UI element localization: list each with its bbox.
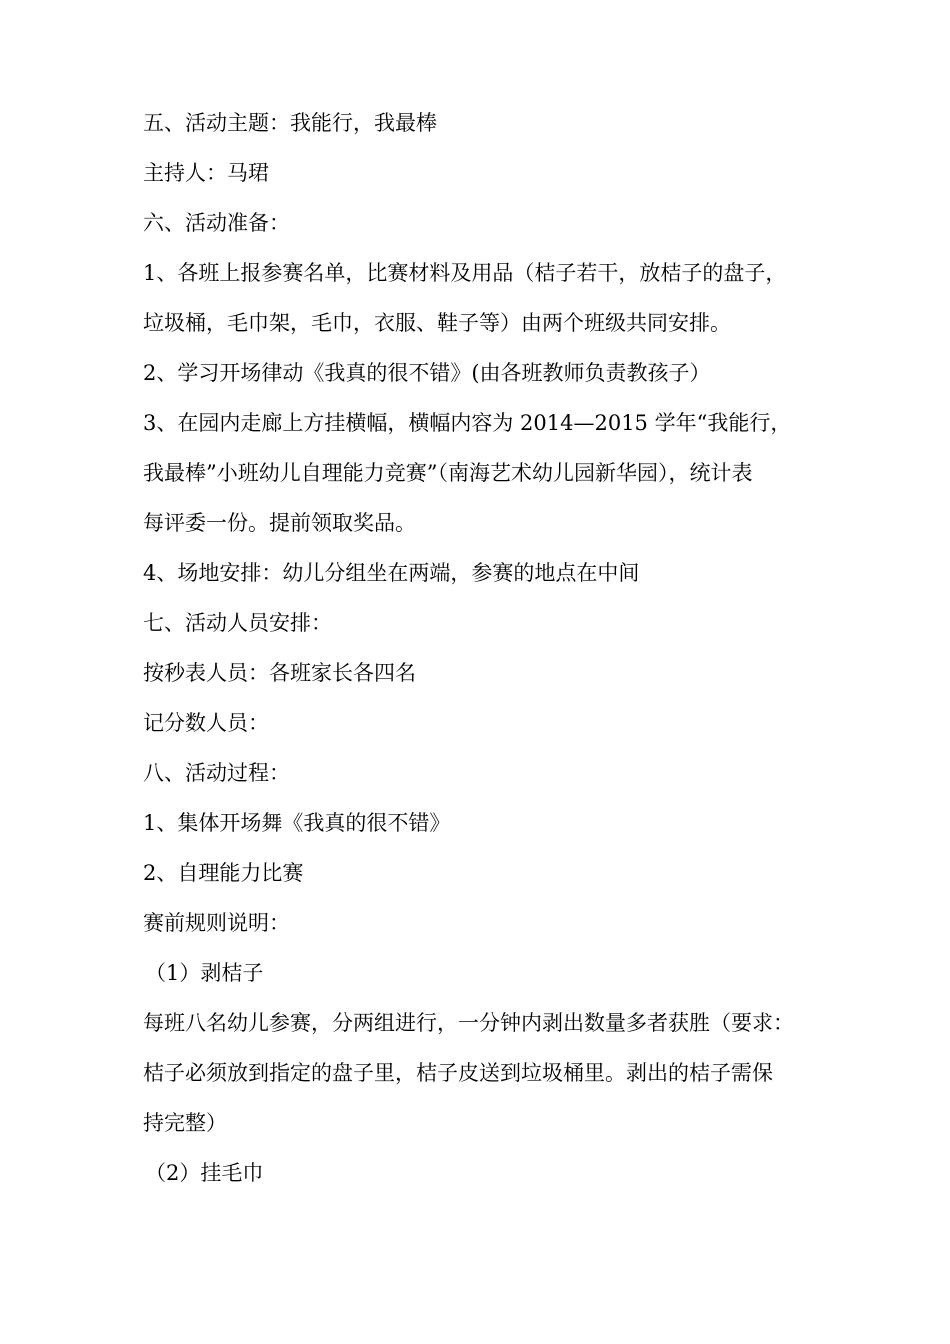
process-item-2: 2、自理能力比赛 <box>143 861 304 885</box>
section-heading-preparation: 六、活动准备： <box>143 211 290 235</box>
preparation-item-3-cont-2: 每评委一份。提前领取奖品。 <box>143 511 416 535</box>
section-heading-theme: 五、活动主题：我能行，我最棒 <box>143 111 437 135</box>
preparation-item-3: 3、在园内走廊上方挂横幅，横幅内容为 2014—2015 学年“我能行， <box>143 411 792 435</box>
document-body <box>143 98 823 1198</box>
rule-1-text-cont: 桔子必须放到指定的盘子里，桔子皮送到垃圾桶里。剥出的桔子需保 <box>143 1061 773 1085</box>
preparation-item-3-cont: 我最棒”小班幼儿自理能力竞赛”（南海艺术幼儿园新华园），统计表 <box>143 461 753 485</box>
preparation-item-4: 4、场地安排：幼儿分组坐在两端，参赛的地点在中间 <box>143 561 640 585</box>
rule-1-text-cont-2: 持完整） <box>143 1111 227 1135</box>
rule-1-text: 每班八名幼儿参赛，分两组进行，一分钟内剥出数量多者获胜（要求： <box>143 1011 794 1035</box>
preparation-item-1-cont: 垃圾桶，毛巾架，毛巾，衣服、鞋子等）由两个班级共同安排。 <box>143 311 731 335</box>
section-heading-process: 八、活动过程： <box>143 761 290 785</box>
staff-scorers: 记分数人员： <box>143 711 269 735</box>
preparation-item-2: 2、学习开场律动《我真的很不错》(由各班教师负责教孩子） <box>143 361 711 385</box>
process-item-1: 1、集体开场舞《我真的很不错》 <box>143 811 451 835</box>
section-heading-staff: 七、活动人员安排： <box>143 611 332 635</box>
rules-heading: 赛前规则说明： <box>143 911 290 935</box>
rule-1-title: （1）剥桔子 <box>145 961 264 985</box>
rule-2-title: （2）挂毛巾 <box>145 1161 264 1185</box>
staff-timers: 按秒表人员：各班家长各四名 <box>143 661 416 685</box>
host-line: 主持人：马珺 <box>143 161 269 185</box>
preparation-item-1: 1、各班上报参赛名单，比赛材料及用品（桔子若干，放桔子的盘子， <box>143 261 787 285</box>
